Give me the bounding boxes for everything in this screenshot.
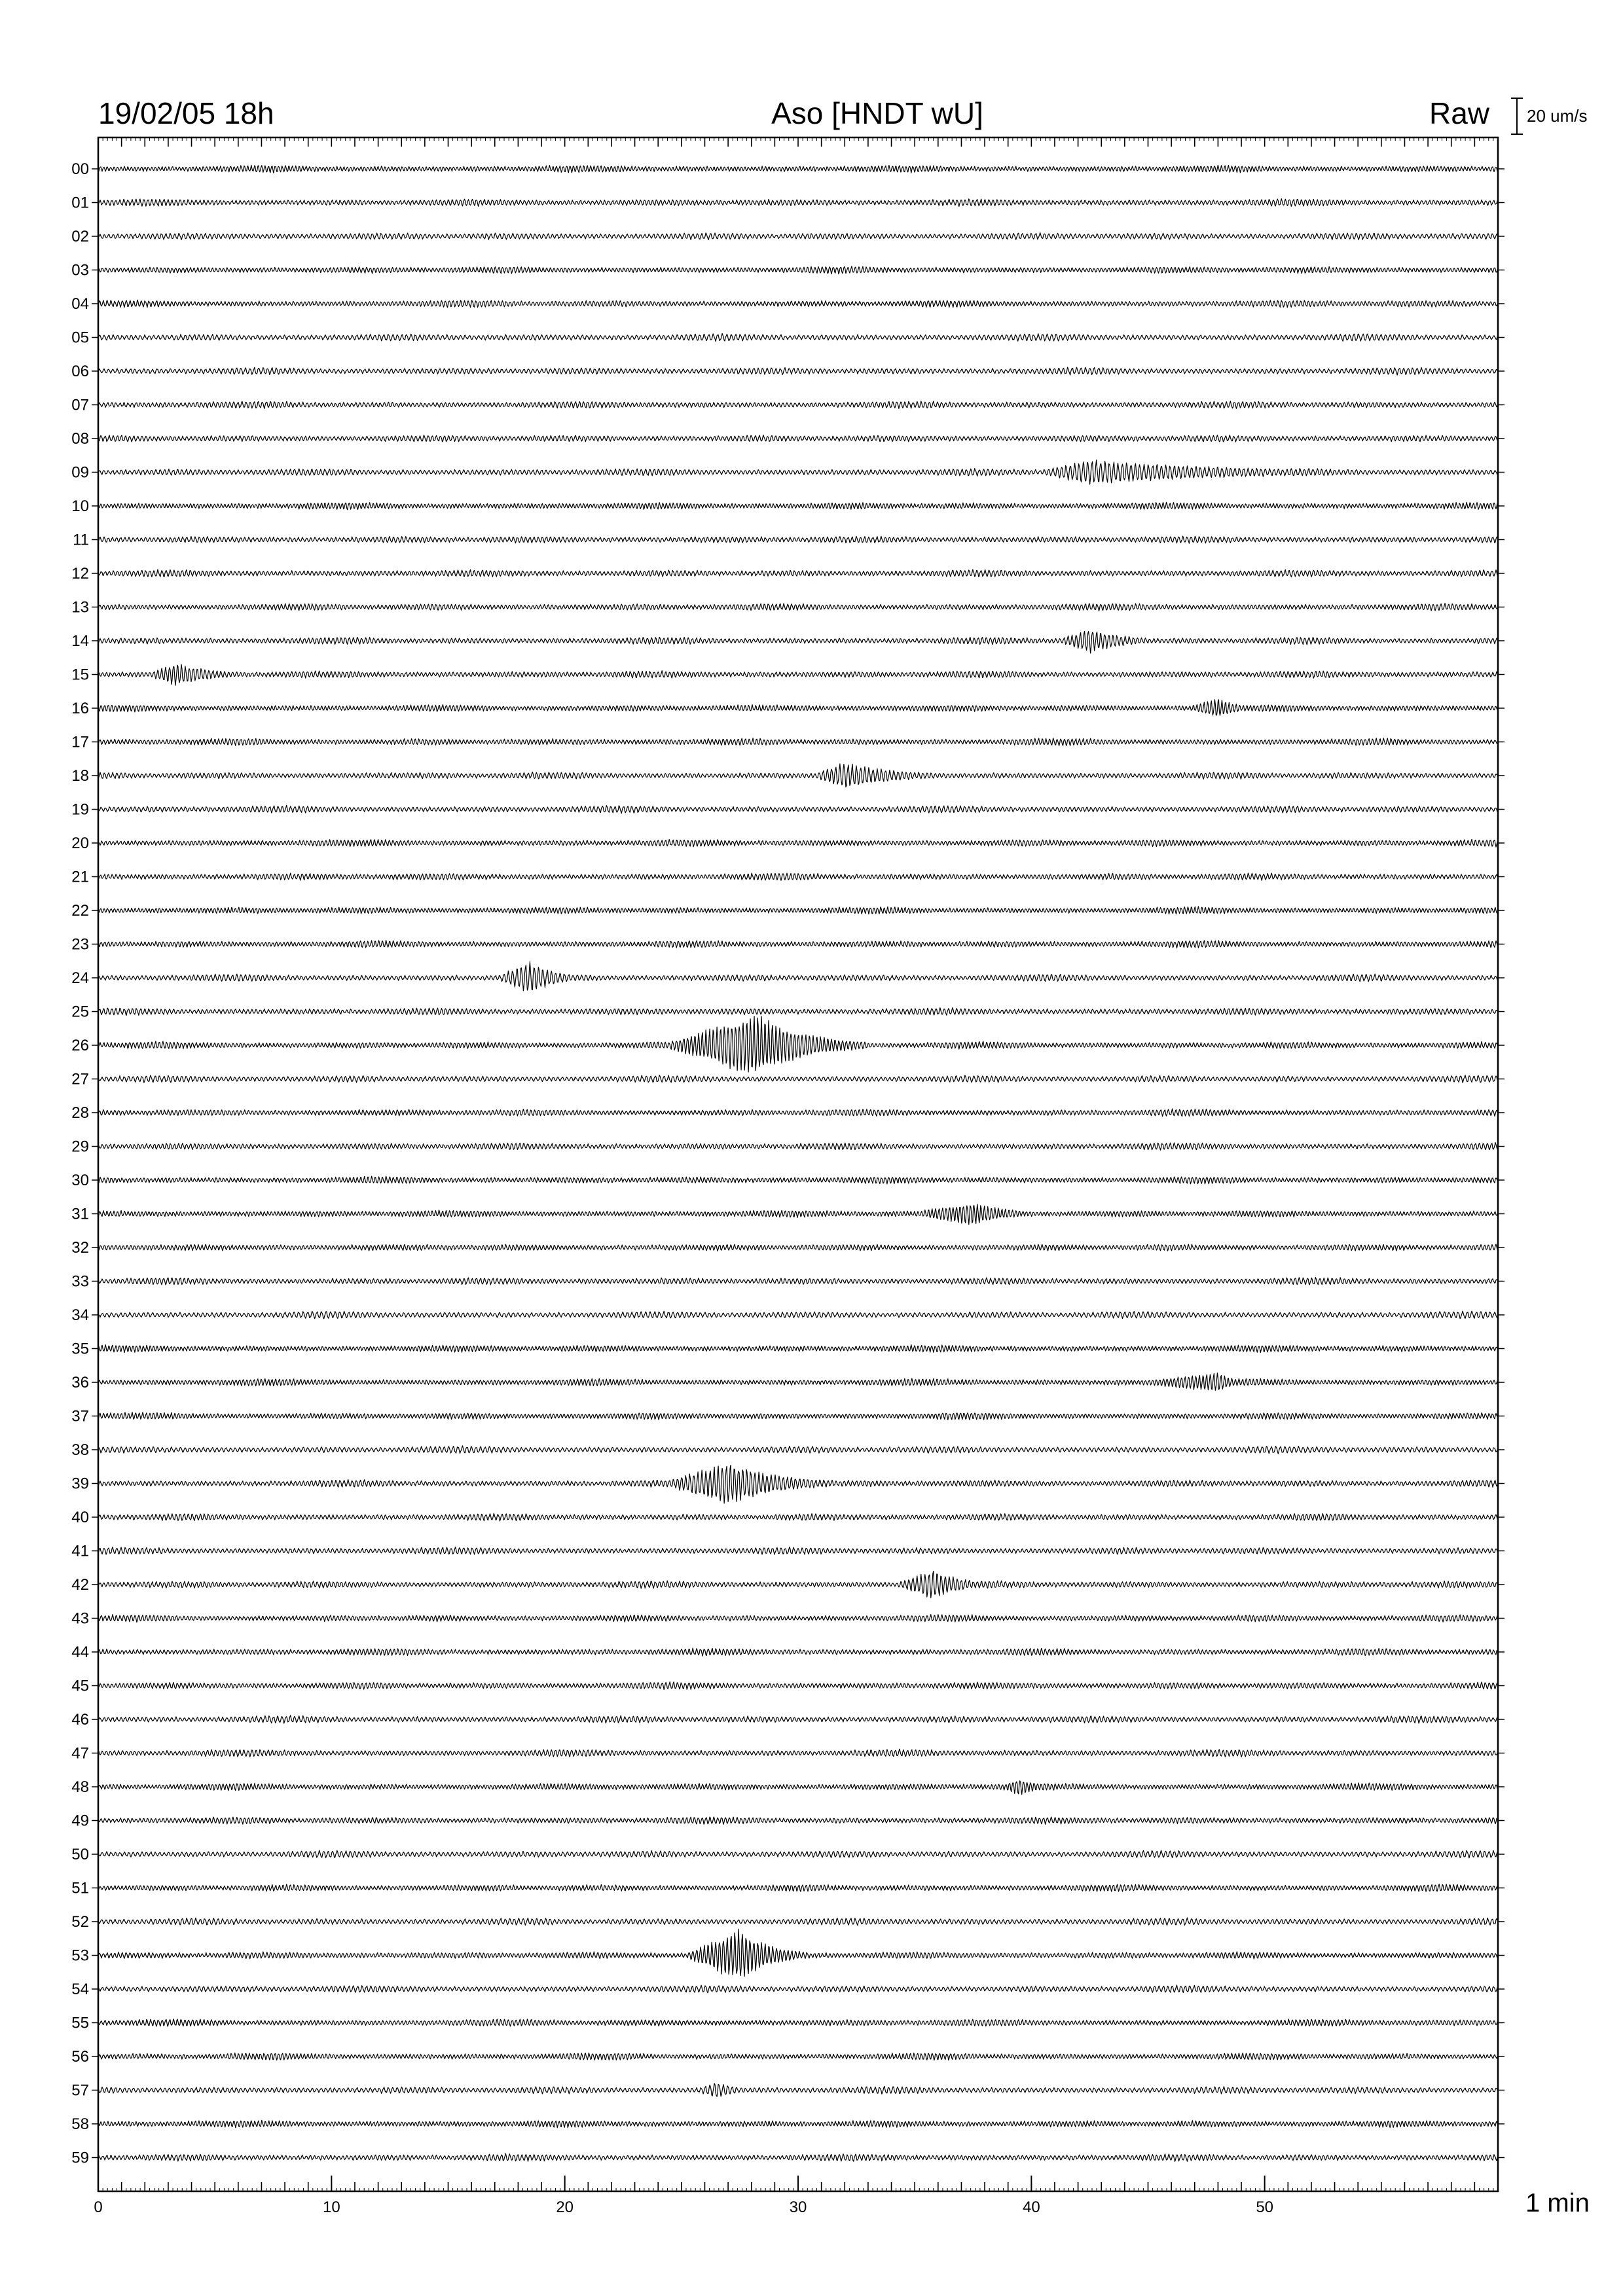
- trace-row: [71, 430, 1504, 448]
- row-label: 27: [71, 1070, 89, 1088]
- row-label: 10: [71, 497, 89, 515]
- trace-row: [71, 329, 1504, 347]
- trace-line: [98, 2083, 1498, 2096]
- trace-line: [98, 1929, 1498, 1977]
- trace-line: [98, 233, 1498, 240]
- trace-row: [71, 1239, 1504, 1257]
- trace-line: [98, 1918, 1498, 1926]
- x-tick-label: 0: [94, 2198, 103, 2216]
- row-label: 22: [71, 902, 89, 920]
- row-label: 23: [71, 935, 89, 954]
- trace-row: [71, 1273, 1504, 1291]
- trace-row: [71, 1441, 1504, 1459]
- trace-line: [98, 700, 1498, 715]
- trace-line: [98, 1884, 1498, 1892]
- row-label: 05: [71, 329, 89, 347]
- row-label: 44: [71, 1643, 89, 1661]
- row-label: 11: [73, 531, 89, 549]
- amplitude-scale-label: 20 um/s: [1527, 106, 1588, 126]
- trace-row: [71, 1509, 1504, 1526]
- row-label: 04: [71, 295, 89, 313]
- row-label: 54: [71, 1981, 89, 1998]
- station-title: Aso [HNDT wU]: [771, 96, 983, 130]
- row-label: 32: [71, 1239, 89, 1257]
- trace-row: [71, 160, 1504, 178]
- trace-line: [98, 1615, 1498, 1623]
- row-label: 17: [71, 733, 89, 751]
- trace-row: [71, 1340, 1504, 1358]
- trace-row: [71, 1408, 1504, 1426]
- trace-line: [98, 1648, 1498, 1656]
- trace-row: [71, 1745, 1504, 1763]
- row-label: 55: [71, 2014, 89, 2032]
- trace-row: [71, 700, 1504, 717]
- mode-label: Raw: [1429, 96, 1489, 130]
- row-label: 06: [71, 363, 89, 380]
- row-label: 33: [71, 1272, 89, 1291]
- row-label: 38: [71, 1441, 89, 1459]
- trace-row: [71, 262, 1504, 279]
- trace-line: [98, 1109, 1498, 1117]
- trace-line: [98, 1985, 1498, 1993]
- row-label: 09: [71, 463, 89, 482]
- trace-line: [98, 1682, 1498, 1690]
- date-hour-label: 19/02/05 18h: [98, 96, 274, 130]
- trace-line: [98, 165, 1498, 173]
- trace-line: [98, 1446, 1498, 1454]
- trace-row: [71, 363, 1504, 380]
- trace-row: [71, 397, 1504, 414]
- trace-line: [98, 941, 1498, 948]
- trace-line: [98, 1345, 1498, 1353]
- row-label: 52: [71, 1913, 89, 1931]
- trace-row: [71, 1610, 1504, 1628]
- row-label: 24: [71, 969, 89, 987]
- trace-row: [71, 1812, 1504, 1830]
- amplitude-scale-bar: [1511, 98, 1523, 134]
- row-label: 42: [71, 1576, 89, 1594]
- trace-row: [71, 1465, 1504, 1503]
- row-label: 41: [71, 1542, 89, 1560]
- trace-row: [71, 1929, 1504, 1977]
- trace-row: [71, 1643, 1504, 1661]
- trace-rows: [71, 160, 1504, 2167]
- trace-row: [71, 936, 1504, 954]
- row-label: 51: [71, 1879, 89, 1897]
- trace-row: [71, 295, 1504, 313]
- trace-line: [98, 502, 1498, 509]
- plot-border: [98, 137, 1498, 2191]
- trace-line: [98, 1373, 1498, 1391]
- trace-line: [98, 1278, 1498, 1285]
- trace-row: [71, 801, 1504, 819]
- row-label: 26: [71, 1037, 89, 1054]
- row-label: 46: [71, 1711, 89, 1729]
- row-label: 19: [71, 800, 89, 819]
- trace-line: [98, 873, 1498, 880]
- trace-row: [71, 1373, 1504, 1391]
- trace-row: [71, 228, 1504, 245]
- row-label: 53: [71, 1946, 89, 1965]
- row-label: 20: [71, 834, 89, 852]
- trace-line: [98, 631, 1498, 653]
- row-label: 28: [71, 1104, 89, 1122]
- trace-row: [71, 1778, 1504, 1796]
- trace-row: [71, 2115, 1504, 2133]
- row-label: 03: [71, 261, 89, 279]
- x-tick-label: 30: [789, 2198, 807, 2216]
- trace-line: [98, 805, 1498, 813]
- trace-row: [71, 1711, 1504, 1729]
- trace-row: [71, 734, 1504, 751]
- trace-row: [71, 194, 1504, 212]
- trace-row: [71, 834, 1504, 852]
- trace-row: [71, 664, 1504, 685]
- x-tick-label: 40: [1022, 2198, 1040, 2216]
- row-label: 58: [71, 2115, 89, 2133]
- trace-row: [71, 1204, 1504, 1225]
- trace-row: [71, 631, 1504, 653]
- row-label: 43: [71, 1609, 89, 1628]
- row-label: 57: [71, 2081, 89, 2100]
- row-label: 13: [71, 598, 89, 617]
- trace-row: [71, 1071, 1504, 1088]
- row-label: 48: [71, 1778, 89, 1796]
- row-label: 21: [71, 868, 89, 886]
- trace-row: [71, 1003, 1504, 1021]
- row-label: 01: [71, 194, 89, 212]
- trace-line: [98, 536, 1498, 543]
- trace-row: [73, 531, 1504, 549]
- trace-row: [71, 1981, 1504, 1998]
- row-label: 35: [71, 1340, 89, 1358]
- trace-row: [71, 599, 1504, 617]
- trace-row: [71, 869, 1504, 886]
- trace-line: [98, 199, 1498, 207]
- trace-line: [98, 1176, 1498, 1184]
- trace-line: [98, 401, 1498, 409]
- x-axis: [94, 137, 1498, 2216]
- trace-row: [71, 2048, 1504, 2066]
- x-tick-label: 10: [322, 2198, 340, 2216]
- trace-row: [71, 1880, 1504, 1897]
- trace-line: [98, 839, 1498, 847]
- trace-line: [98, 1465, 1498, 1503]
- trace-line: [98, 1571, 1498, 1598]
- row-label: 31: [71, 1205, 89, 1223]
- trace-line: [98, 1817, 1498, 1824]
- trace-row: [71, 565, 1504, 583]
- x-tick-label: 20: [556, 2198, 574, 2216]
- row-label: 36: [71, 1374, 89, 1391]
- trace-line: [98, 1008, 1498, 1016]
- x-tick-label: 50: [1256, 2198, 1274, 2216]
- trace-line: [98, 1850, 1498, 1858]
- trace-row: [71, 1677, 1504, 1695]
- trace-line: [98, 603, 1498, 611]
- row-label: 02: [71, 228, 89, 245]
- trace-line: [98, 738, 1498, 746]
- row-label: 37: [71, 1407, 89, 1426]
- trace-row: [71, 1913, 1504, 1931]
- trace-row: [71, 1138, 1504, 1156]
- trace-row: [71, 1543, 1504, 1560]
- trace-line: [98, 906, 1498, 914]
- row-label: 45: [71, 1677, 89, 1695]
- trace-line: [98, 1016, 1498, 1072]
- trace-row: [71, 764, 1504, 787]
- row-label: 08: [71, 430, 89, 448]
- trace-line: [98, 1715, 1498, 1723]
- row-label: 34: [71, 1306, 89, 1324]
- trace-line: [98, 1204, 1498, 1225]
- trace-line: [98, 569, 1498, 577]
- trace-row: [71, 1016, 1504, 1072]
- plot-frame: [98, 137, 1498, 2191]
- trace-line: [98, 435, 1498, 442]
- trace-line: [98, 1412, 1498, 1420]
- trace-line: [98, 2154, 1498, 2162]
- trace-line: [98, 2019, 1498, 2026]
- trace-line: [98, 2053, 1498, 2060]
- row-label: 50: [71, 1846, 89, 1863]
- row-label: 59: [71, 2149, 89, 2167]
- row-label: 12: [71, 565, 89, 583]
- row-label: 18: [71, 767, 89, 785]
- trace-row: [71, 1571, 1504, 1598]
- row-label: 40: [71, 1509, 89, 1526]
- trace-line: [98, 1143, 1498, 1151]
- trace-line: [98, 460, 1498, 484]
- trace-line: [98, 764, 1498, 787]
- trace-row: [71, 1306, 1504, 1324]
- trace-line: [98, 2121, 1498, 2128]
- trace-line: [98, 367, 1498, 375]
- trace-line: [98, 300, 1498, 308]
- trace-row: [71, 1172, 1504, 1189]
- trace-line: [98, 1513, 1498, 1521]
- row-label: 16: [71, 700, 89, 717]
- trace-row: [71, 460, 1504, 484]
- trace-line: [98, 266, 1498, 274]
- trace-row: [71, 2149, 1504, 2167]
- trace-row: [71, 1846, 1504, 1863]
- row-label: 47: [71, 1744, 89, 1763]
- row-label: 15: [71, 666, 89, 684]
- row-label: 56: [71, 2048, 89, 2066]
- trace-row: [71, 2082, 1504, 2100]
- row-label: 07: [71, 396, 89, 414]
- trace-line: [98, 1311, 1498, 1319]
- trace-row: [71, 902, 1504, 920]
- row-label: 25: [71, 1003, 89, 1021]
- trace-row: [71, 1104, 1504, 1122]
- trace-line: [98, 334, 1498, 342]
- trace-line: [98, 1244, 1498, 1251]
- row-label: 14: [71, 632, 89, 650]
- row-label: 00: [71, 160, 89, 178]
- trace-line: [98, 961, 1498, 991]
- row-label: 29: [71, 1138, 89, 1156]
- trace-row: [71, 497, 1504, 515]
- x-unit-label: 1 min: [1525, 2189, 1590, 2217]
- row-label: 30: [71, 1172, 89, 1189]
- trace-line: [98, 1781, 1498, 1795]
- trace-line: [98, 1547, 1498, 1555]
- trace-line: [98, 664, 1498, 685]
- row-label: 39: [71, 1475, 89, 1493]
- trace-line: [98, 1749, 1498, 1757]
- trace-line: [98, 1075, 1498, 1083]
- trace-row: [71, 961, 1504, 991]
- trace-row: [71, 2015, 1504, 2032]
- row-label: 49: [71, 1812, 89, 1830]
